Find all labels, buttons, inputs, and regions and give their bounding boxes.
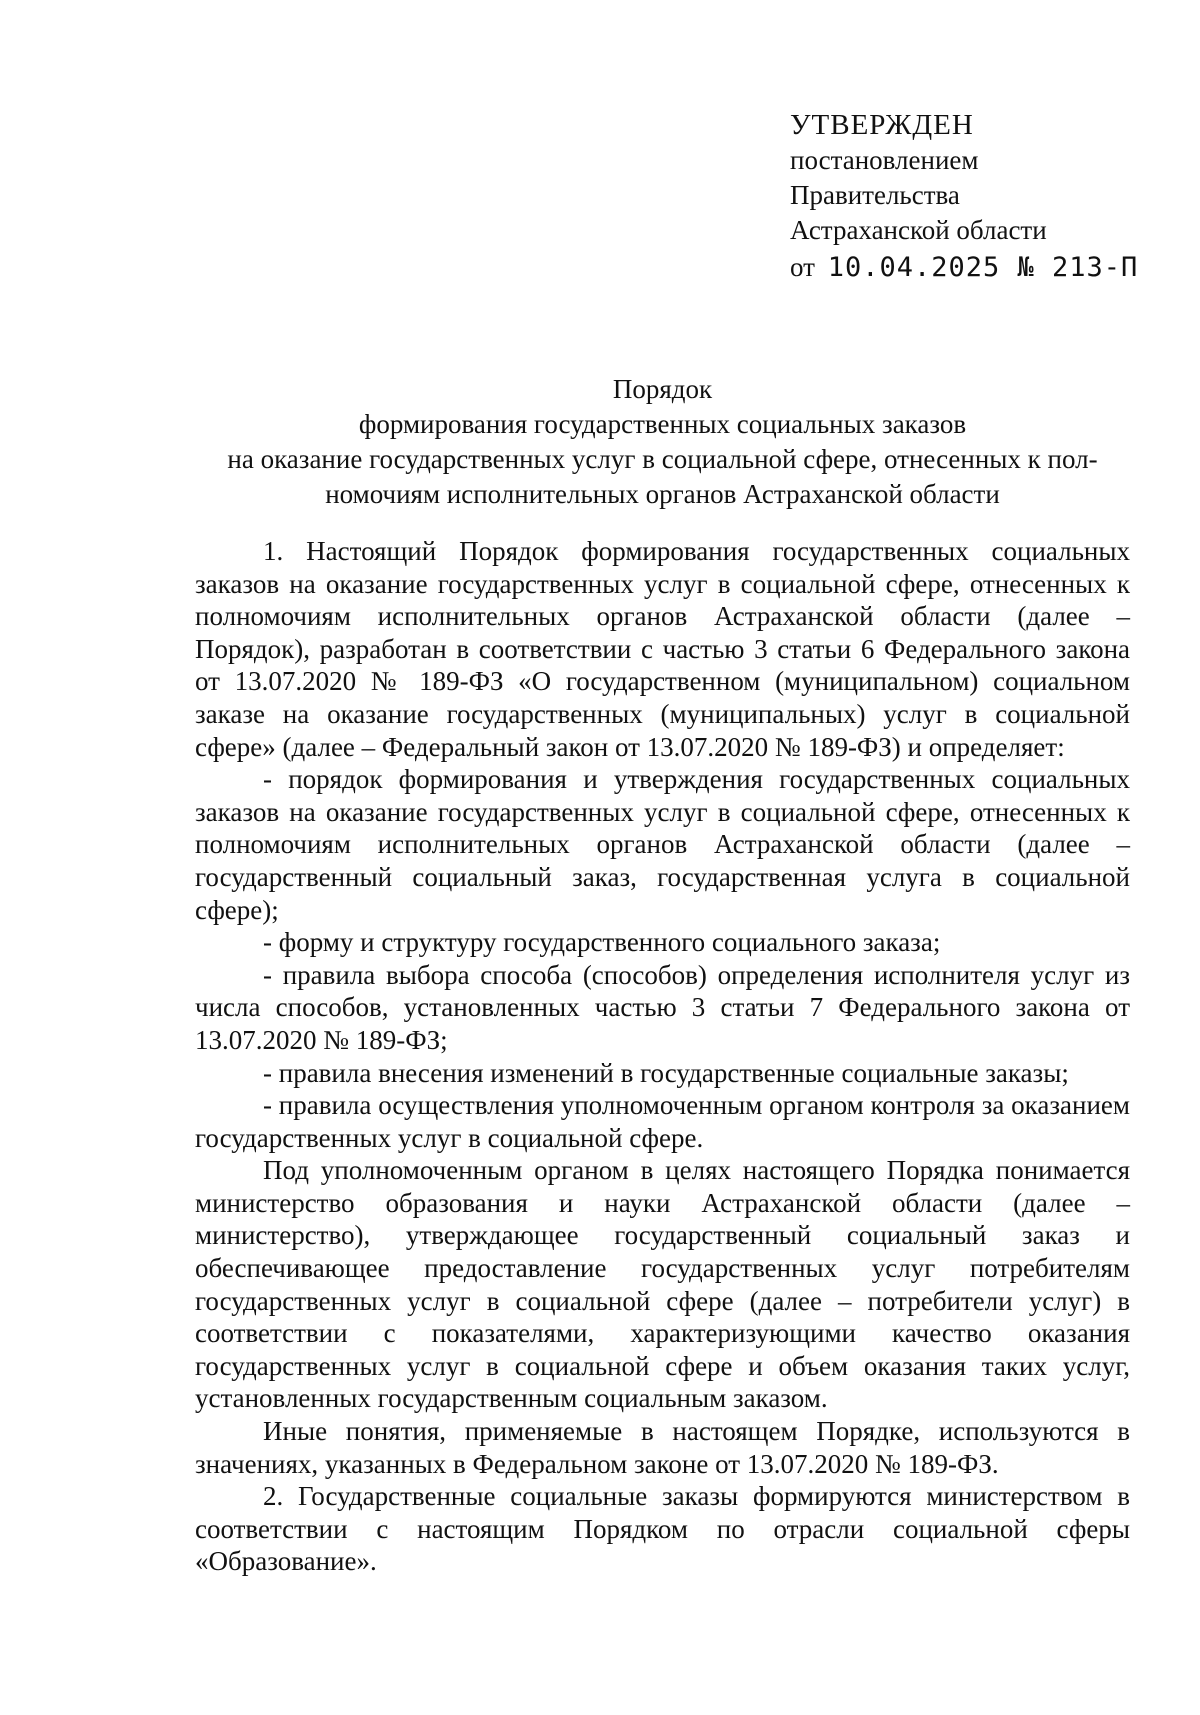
list-item: - правила внесения изменений в государственные социальные заказы; bbox=[263, 1057, 1069, 1088]
approval-line-1: постановлением bbox=[790, 145, 979, 175]
approval-stamp-block bbox=[790, 108, 1138, 285]
paragraph-authorized-body: Под уполномоченным органом в целях настоящего Порядка понимается министерство образования и науки Астраханской области (далее – министерство), утверждающее государственный социальный заказ и обеспечивающее предоставление государственных услуг потребителям государственных услуг в социальной сфере (далее – потребители услуг) в соответствии с показателями, характеризующими качество оказания государственных услуг в социальной сфере и объем оказания таких услуг, установленных государственным социальным заказом. bbox=[195, 1155, 1130, 1414]
list-item: - форму и структуру государственного социального заказа; bbox=[263, 927, 941, 958]
title-line-4: номочиям исполнительных органов Астраханской области bbox=[325, 479, 1000, 509]
document-title bbox=[195, 372, 1130, 512]
approval-date-line bbox=[790, 250, 1138, 285]
list-item: - правила осуществления уполномоченным органом контроля за оказанием государственных услуг в социальной сфере. bbox=[195, 1090, 1130, 1153]
approval-heading: УТВЕРЖДЕН bbox=[790, 109, 974, 141]
approval-line-3: Астраханской области bbox=[790, 215, 1047, 245]
approval-date-number: 10.04.2025 № 213-П bbox=[827, 252, 1139, 283]
title-line-2: формирования государственных социальных заказов bbox=[358, 409, 967, 439]
approval-line-2: Правительства bbox=[790, 180, 960, 210]
paragraph-2: 2. Государственные социальные заказы формируются министерством в соответствии с настоящим Порядком по отрасли социальной сферы «Образование». bbox=[195, 1481, 1130, 1577]
paragraph-other-terms: Иные понятия, применяемые в настоящем Порядке, используются в значениях, указанных в Федеральном законе от 13.07.2020 № 189-ФЗ. bbox=[195, 1416, 1130, 1479]
paragraph-1: 1. Настоящий Порядок формирования государственных социальных заказов на оказание государственных услуг в социальной сфере, отнесенных к полномочиям исполнительных органов Астраханской области (далее – Порядок), разработан в соответствии с частью 3 статьи 6 Федерального закона от 13.07.2020 № 189-ФЗ «О государственном (муниципальном) социальном заказе на оказание государственных (муниципальных) услуг в социальной сфере» (далее – Федеральный закон от 13.07.2020 № 189-ФЗ) и определяет: bbox=[195, 536, 1130, 762]
list-item: - порядок формирования и утверждения государственных социальных заказов на оказание государственных услуг в социальной сфере, отнесенных к полномочиям исполнительных органов Астраханской области (далее – государственный социальный заказ, государственная услуга в социальной сфере); bbox=[195, 764, 1130, 925]
list-item: - правила выбора способа (способов) определения исполнителя услуг из числа способов, установленных частью 3 статьи 7 Федерального закона от 13.07.2020 № 189-ФЗ; bbox=[195, 959, 1130, 1055]
title-line-1: Порядок bbox=[612, 374, 713, 404]
document-body bbox=[195, 535, 1130, 1578]
title-line-3: на оказание государственных услуг в социальной сфере, отнесенных к пол- bbox=[227, 444, 1098, 474]
approval-date-prefix: от bbox=[790, 252, 815, 282]
